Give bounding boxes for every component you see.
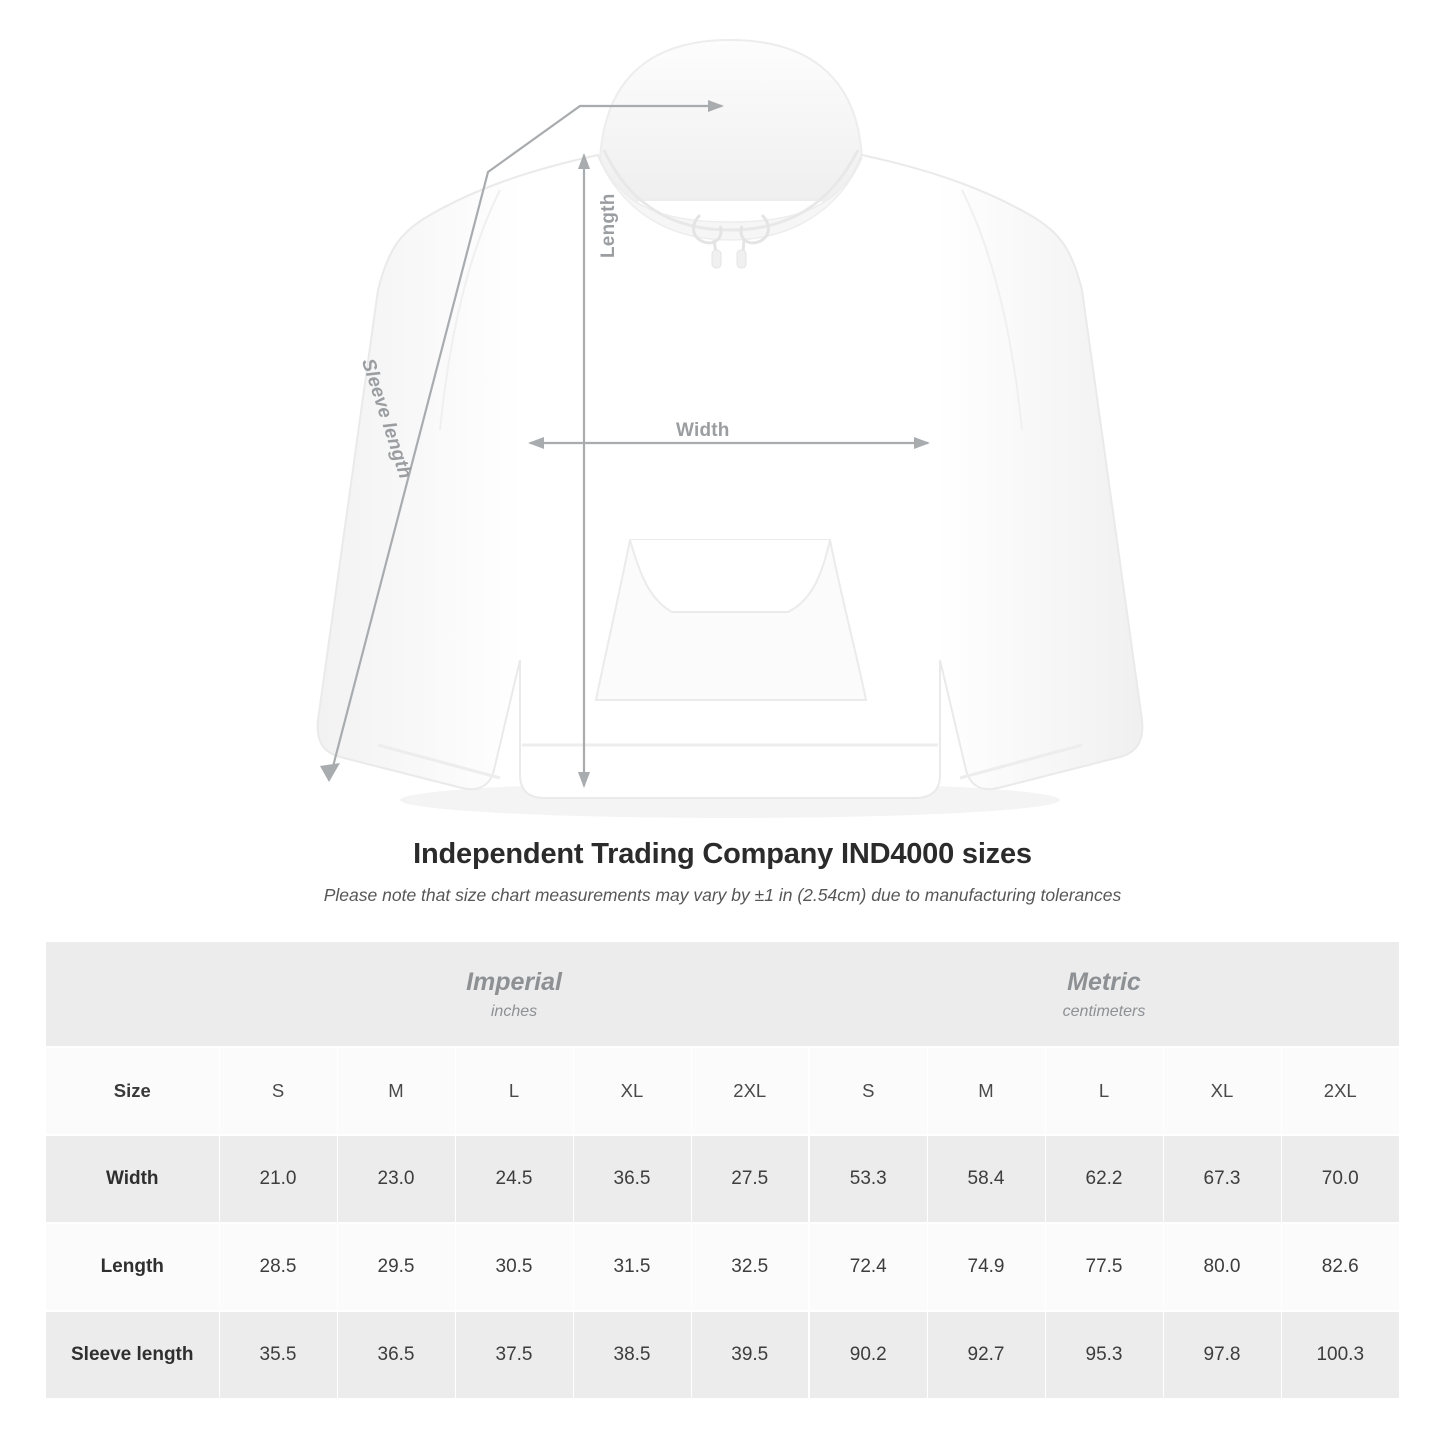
cell-length-metric-m: 74.9 bbox=[927, 1223, 1045, 1311]
cell-sleeve-metric-s: 90.2 bbox=[809, 1311, 927, 1398]
unit-row-spacer bbox=[46, 942, 219, 1047]
cell-width-metric-2xl: 70.0 bbox=[1281, 1135, 1399, 1223]
header-imperial-s: S bbox=[219, 1047, 337, 1135]
cell-width-imperial-l: 24.5 bbox=[455, 1135, 573, 1223]
header-size: Size bbox=[46, 1047, 219, 1135]
cell-length-metric-s: 72.4 bbox=[809, 1223, 927, 1311]
header-metric-l: L bbox=[1045, 1047, 1163, 1135]
cell-width-metric-l: 62.2 bbox=[1045, 1135, 1163, 1223]
cell-width-imperial-xl: 36.5 bbox=[573, 1135, 691, 1223]
sleeve-length-dimension-label: Sleeve length bbox=[357, 356, 416, 482]
cell-width-imperial-m: 23.0 bbox=[337, 1135, 455, 1223]
unit-group-imperial bbox=[219, 942, 809, 1047]
row-label-width: Width bbox=[46, 1135, 219, 1223]
unit-group-imperial-name: Imperial bbox=[466, 968, 562, 997]
unit-group-imperial-sub: inches bbox=[490, 1002, 538, 1020]
header-metric-m: M bbox=[927, 1047, 1045, 1135]
table-row bbox=[46, 1135, 1399, 1223]
header-metric-xl: XL bbox=[1163, 1047, 1281, 1135]
width-dimension-label: Width bbox=[676, 420, 730, 441]
cell-width-metric-m: 58.4 bbox=[927, 1135, 1045, 1223]
tolerance-note: Please note that size chart measurements may vary by ±1 in (2.54cm) due to manufacturing tolerances bbox=[323, 885, 1122, 905]
header-imperial-xl: XL bbox=[573, 1047, 691, 1135]
cell-sleeve-imperial-xl: 38.5 bbox=[573, 1311, 691, 1398]
cell-sleeve-metric-l: 95.3 bbox=[1045, 1311, 1163, 1398]
cell-length-imperial-s: 28.5 bbox=[219, 1223, 337, 1311]
unit-group-metric bbox=[809, 942, 1399, 1047]
table-row bbox=[46, 1311, 1399, 1398]
cell-sleeve-metric-2xl: 100.3 bbox=[1281, 1311, 1399, 1398]
cell-length-metric-2xl: 82.6 bbox=[1281, 1223, 1399, 1311]
cell-length-imperial-2xl: 32.5 bbox=[691, 1223, 809, 1311]
page-title: Independent Trading Company IND4000 sizes bbox=[413, 838, 1032, 870]
cell-length-imperial-xl: 31.5 bbox=[573, 1223, 691, 1311]
cell-width-imperial-s: 21.0 bbox=[219, 1135, 337, 1223]
row-label-sleeve-length: Sleeve length bbox=[46, 1311, 219, 1398]
cell-sleeve-imperial-m: 36.5 bbox=[337, 1311, 455, 1398]
unit-group-row bbox=[46, 942, 1399, 1047]
length-dimension-label: Length bbox=[598, 193, 619, 258]
cell-width-metric-xl: 67.3 bbox=[1163, 1135, 1281, 1223]
header-imperial-l: L bbox=[455, 1047, 573, 1135]
row-label-length: Length bbox=[46, 1223, 219, 1311]
cell-sleeve-imperial-s: 35.5 bbox=[219, 1311, 337, 1398]
table-header-row bbox=[46, 1047, 1399, 1135]
title-block bbox=[0, 838, 1445, 906]
cell-sleeve-imperial-l: 37.5 bbox=[455, 1311, 573, 1398]
cell-width-metric-s: 53.3 bbox=[809, 1135, 927, 1223]
size-chart-table bbox=[46, 942, 1399, 1398]
cell-width-imperial-2xl: 27.5 bbox=[691, 1135, 809, 1223]
cell-length-metric-xl: 80.0 bbox=[1163, 1223, 1281, 1311]
cell-length-imperial-m: 29.5 bbox=[337, 1223, 455, 1311]
cell-length-imperial-l: 30.5 bbox=[455, 1223, 573, 1311]
header-metric-2xl: 2XL bbox=[1281, 1047, 1399, 1135]
cell-sleeve-metric-xl: 97.8 bbox=[1163, 1311, 1281, 1398]
cell-length-metric-l: 77.5 bbox=[1045, 1223, 1163, 1311]
header-imperial-2xl: 2XL bbox=[691, 1047, 809, 1135]
header-metric-s: S bbox=[809, 1047, 927, 1135]
cell-sleeve-imperial-2xl: 39.5 bbox=[691, 1311, 809, 1398]
header-imperial-m: M bbox=[337, 1047, 455, 1135]
unit-group-metric-name: Metric bbox=[1067, 968, 1141, 997]
size-table-wrap bbox=[46, 942, 1399, 1398]
cell-sleeve-metric-m: 92.7 bbox=[927, 1311, 1045, 1398]
unit-group-metric-sub: centimeters bbox=[1062, 1002, 1146, 1020]
table-row bbox=[46, 1223, 1399, 1311]
